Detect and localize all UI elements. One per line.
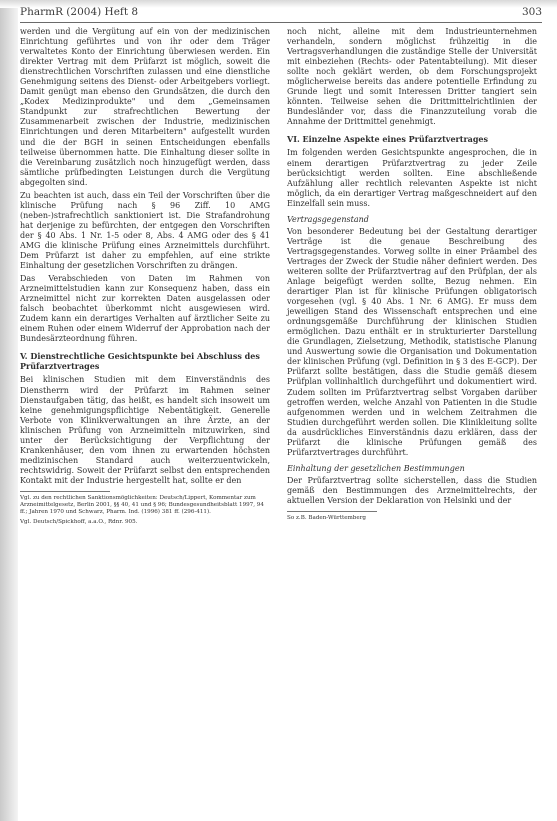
left-column	[20, 27, 270, 529]
footnote-rule	[20, 491, 110, 492]
footnote: Vgl. zu den rechtlichen Sanktionsmöglichkeiten: Deutsch/Lippert, Kommentar zum Arzneimittelgesetz, Berlin 2001, §§ 40, 41 und § 96; Bundesgesundheitsblatt 1997, 94 ff.; Jahren 1970 und Schwarz, Pharm. Ind. (1996) 381 ff. (296-411).	[20, 494, 264, 515]
paragraph: Bei klinischen Studien mit dem Einverständnis des Dienstherrn wird der Prüfarzt im Rahmen seiner Dienstaufgaben tätig, das heißt, es handelt sich insoweit um keine genehmigungspflichtige Nebentätigkeit. Generelle Verbote von Klinikverwaltungen an ihre Ärzte, an der klinischen Prüfung von Arzneimitteln mitzuwirken, sind unter der Berücksichtigung der Verpflichtung der Krankenhäuser, den vom ihnen zu erwartenden höchsten medizinischen Standard auch weiterzuentwickeln, rechtswidrig. Soweit der Prüfarzt selbst den entsprechenden Kontakt mit der Industrie hergestellt hat, sollte er den	[20, 375, 270, 485]
subsection-heading: Einhaltung der gesetzlichen Bestimmungen	[287, 463, 465, 473]
section-heading: V. Dienstrechtliche Gesichtspunkte bei Abschluss des Prüfarztvertrages	[20, 351, 260, 372]
paragraph: Der Prüfarztvertrag sollte sicherstellen, dass die Studien gemäß den Bestimmungen des Arzneimittelrechts, der aktuellen Version der Deklaration von Helsinki und der	[287, 475, 537, 505]
header-rule	[20, 22, 542, 23]
paragraph: Im folgenden werden Gesichtspunkte angesprochen, die in einem derartigen Prüfarztvertrag zu jeder Zeile berücksichtigt werden sollten. Eine abschließende Aufzählung aller rechtlich relevanten Aspekte ist nicht möglich, da ein derartiger Vertrag maßgeschneidert auf den Einzelfall sein muss.	[287, 148, 537, 208]
footnote: So z.B. Baden-Württemberg	[287, 514, 366, 521]
footnote-rule	[287, 511, 377, 512]
journal-citation: PharmR (2004) Heft 8	[20, 6, 139, 18]
paragraph: Das Verabschieden von Daten im Rahmen von Arzneimittelstudien kann zur Konsequenz haben, dass ein Arzneimittel nicht zur korrekten Daten ausgelassen oder falsch beobachtet überkommt nicht ausgewiesen wird. Zudem kann ein derartiges Verhalten auf ärztlicher Seite zu einem Ruhen oder einem Widerruf der Approbation nach der Bundesärzteordnung führen.	[20, 274, 270, 344]
paragraph: werden und die Vergütung auf ein von der medizinischen Einrichtung geführtes und von ihr oder dem Träger verwaltetes Konto der Einrichtung überwiesen werden. Ein direkter Vertrag mit dem Prüfarzt ist möglich, soweit die dienstrechtlichen Vorschriften zulassen und eine dienstliche Genehmigung seitens des Dienst- oder Arbeitgebers vorliegt. Damit genügt man ebenso den Grundsätzen, die durch den „Kodex Medizinprodukte" und dem „Gemeinsamen Standpunkt zur strafrechtlichen Bewertung der Zusammenarbeit zwischen der Industrie, medizinischen Einrichtungen und deren Mitarbeitern" aufgestellt wurden und die der BGH in seinen Entscheidungen ebenfalls teilweise übernommen hatte. Die Einhaltung dieser sollte in die Vereinbarung zusätzlich noch hinzugefügt werden, dass sämtliche prüfbedingten Leistungen durch die Vergütung abgegolten sind.	[20, 27, 270, 187]
section-heading: VI. Einzelne Aspekte eines Prüfarztvertrages	[287, 134, 489, 145]
scan-edge-shadow	[0, 0, 18, 821]
subsection-heading: Vertragsgegenstand	[287, 214, 369, 224]
page-number: 303	[521, 6, 542, 18]
paragraph: noch nicht, alleine mit dem Industrieunternehmen verhandeln, sondern möglichst frühzeitig in die Vertragsverhandlungen die zuständige Stelle der Universität mit einbeziehen (Rechts- oder Patentabteilung). Mit dieser sollte noch geklärt werden, ob dem Forschungsprojekt möglicherweise bereits das andere potentielle Erfindung zu Grunde liegt und somit Interessen Dritter tangiert sein könnten. Teilweise sehen die Drittmittelrichtlinien der Bundesländer vor, dass die Finanzzuteilung vorab die Annahme der Drittmittel genehmigt.	[287, 27, 537, 127]
right-column	[287, 27, 537, 525]
paragraph: Von besonderer Bedeutung bei der Gestaltung derartiger Verträge ist die genaue Beschreibung des Vertragsgegenstandes. Vorweg sollte in einer Präambel des Vertrages der Zweck der Studie näher definiert werden. Des weiteren sollte der Prüfarztvertrag auf den Prüfplan, der als Anlage beigefügt werden sollte, Bezug nehmen. Ein derartiger Plan ist für klinische Prüfungen obligatorisch vorgesehen (vgl. § 40 Abs. 1 Nr. 6 AMG). Er muss dem jeweiligen Stand des Wissenschaft entsprechen und eine ordnungsgemäße Durchführung der klinischen Studien ermöglichen. Dazu enthält er in strukturierter Darstellung die Grundlagen, Zielsetzung, Methodik, statistische Planung und Auswertung sowie die Organisation und Dokumentation der klinischen Prüfung (vgl. Definition in § 3 des E-GCP). Der Prüfarzt sollte bestätigen, dass die Studie gemäß diesem Prüfplan vollinhaltlich durchgeführt und dokumentiert wird. Zudem sollten im Prüfarztvertrag selbst Vorgaben darüber getroffen werden, welche Anzahl von Patienten in die Studie aufgenommen werden und in welchem Zeitrahmen die Studien durchgeführt werden sollen. Die Klinikleitung sollte da ausdrückliches Einverständnis dazu erklären, dass der Prüfarzt die klinische Prüfungen gemäß des Prüfarztvertrages durchführt.	[287, 226, 537, 457]
paragraph: Zu beachten ist auch, dass ein Teil der Vorschriften über die klinische Prüfung nach § 96 Ziff. 10 AMG (neben-)strafrechtlich sanktioniert ist. Die Strafandrohung hat derjenige zu befürchten, der entgegen den Vorschriften der § 40 Abs. 1 Nr. 1-5 oder 8, Abs. 4 AMG oder des § 41 AMG die klinische Prüfung eines Arzneimittels durchführt. Dem Prüfarzt ist daher zu empfehlen, auf eine strikte Einhaltung der gesetzlichen Vorschriften zu drängen.	[20, 190, 270, 271]
footnote: Vgl. Deutsch/Spickhoff, a.a.O., Rdnr. 905.	[20, 518, 138, 525]
